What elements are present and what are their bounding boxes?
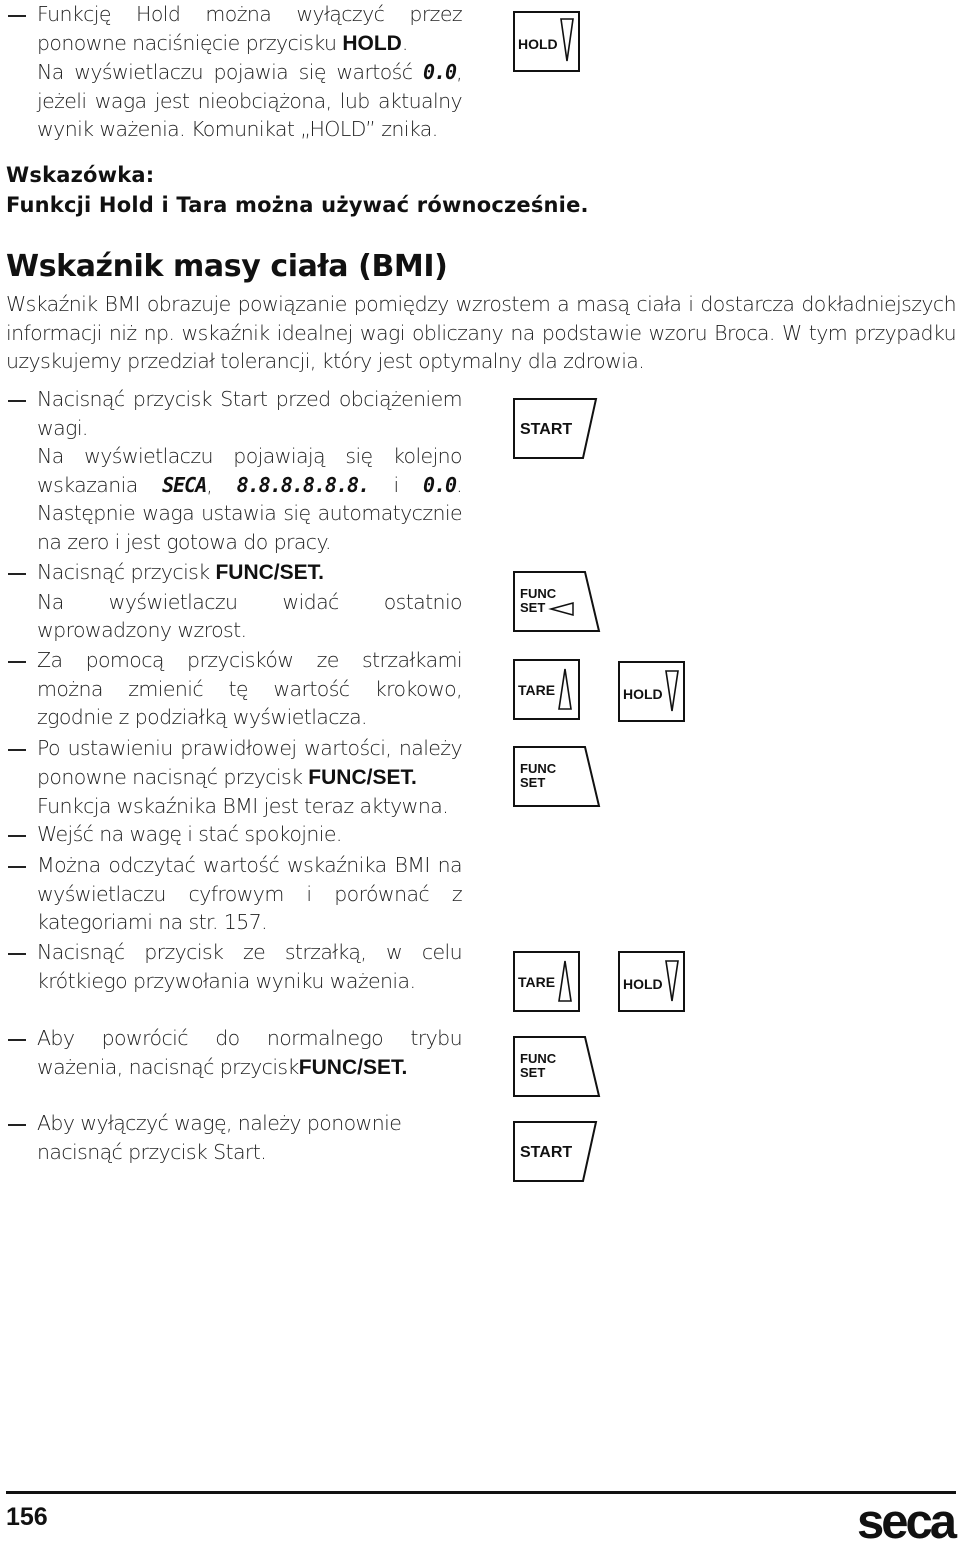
list-dash: [8, 1039, 26, 1041]
hold-button-icon: [618, 951, 686, 1013]
list-dash: [8, 749, 26, 751]
set-label: SET: [520, 775, 546, 790]
list-dash: [8, 573, 26, 575]
list-dash: [8, 835, 26, 837]
step-arrows: Za pomocą przycisków ze strzałkami można zmienić tę wartość krokowo, zgodnie z podziałką wyświetlacza.: [37, 648, 462, 729]
step-confirm: Po ustawieniu prawidłowej wartości, należy ponowne nacisnąć przycisk FUNC/SET. Funkcja wskaźnika BMI jest teraz aktywna.: [37, 736, 462, 818]
step-recall: Nacisnąć przycisk ze strzałką, w celu krótkiego przywołania wyniku ważenia.: [37, 940, 462, 993]
func-label: FUNC: [520, 761, 557, 776]
step-start: Nacisnąć przycisk Start przed obciążeniem wagi. Na wyświetlaczu pojawiają się kolejno wskazania SECA, 8.8.8.8.8.8. i 0.0. Następnie waga ustawia się automatycznie na zero i jest gotowa do pracy.: [37, 387, 462, 554]
step-return: Aby powrócić do normalnego trybu ważenia, nacisnąć przyciskFUNC/SET.: [37, 1026, 462, 1079]
list-dash: [8, 953, 26, 955]
func-set-button-icon: [513, 746, 601, 808]
tare-label: TARE: [518, 682, 556, 698]
hold-button-icon: [618, 661, 686, 723]
start-button-icon: [513, 1121, 599, 1183]
section-title: Wskaźnik masy ciała (BMI): [6, 249, 448, 284]
hold-label: HOLD: [623, 976, 663, 992]
lcd-seca: SECA: [162, 472, 207, 497]
func-set-keyword: FUNC/SET.: [215, 561, 324, 584]
brand-logo: seca: [856, 1495, 954, 1549]
start-label: START: [520, 421, 573, 438]
hold-label: HOLD: [623, 686, 663, 702]
hold-button-icon: [513, 11, 581, 73]
tare-label: TARE: [518, 974, 556, 990]
hint-title: Wskazówka:: [6, 163, 155, 187]
list-dash: [8, 866, 26, 868]
func-label: FUNC: [520, 586, 557, 601]
lcd-zero: 0.0: [422, 472, 457, 497]
set-label: SET: [520, 1065, 546, 1080]
hint-text: Funkcji Hold i Tara można używać równocześnie.: [6, 193, 589, 217]
step-read: Można odczytać wartość wskaźnika BMI na wyświetlaczu cyfrowym i porównać z kategoriami na str. 157.: [37, 853, 462, 934]
func-label: FUNC: [520, 1051, 557, 1066]
start-label: START: [520, 1144, 573, 1161]
set-label: SET: [520, 600, 546, 615]
page-number: 156: [6, 1503, 48, 1531]
footer-rule: [6, 1491, 956, 1494]
tare-button-icon: [513, 659, 581, 721]
list-dash: [8, 661, 26, 663]
hold-keyword: HOLD: [342, 31, 402, 55]
lcd-value: 0.0: [422, 60, 457, 84]
list-dash: [8, 15, 26, 17]
step-off: Aby wyłączyć wagę, należy ponownie nacisnąć przycisk Start.: [37, 1111, 402, 1164]
step-stand: Wejść na wagę i stać spokojnie.: [37, 822, 342, 846]
start-button-icon: [513, 398, 599, 460]
hold-label: HOLD: [518, 36, 558, 52]
func-set-keyword: FUNC/SET.: [308, 765, 417, 789]
list-dash: [8, 1124, 26, 1126]
list-dash: [8, 400, 26, 402]
lcd-test: 8.8.8.8.8.8.: [236, 472, 370, 497]
func-set-keyword: FUNC/SET.: [298, 1055, 408, 1079]
intro-text: Funkcję Hold można wyłączyć przez ponowne naciśnięcie przycisku: [37, 2, 462, 55]
func-set-button-icon: [513, 1036, 601, 1098]
tare-button-icon: [513, 951, 581, 1013]
section-paragraph: Wskaźnik BMI obrazuje powiązanie pomiędzy wzrostem a masą ciała i dostarcza dokładniejszych informacji niż np. wskaźnik idealnej wagi obliczany na podstawie wzoru Broca. W tym przypadku uzyskujemy przedział tolerancji, który jest optymalny dla zdrowia.: [6, 292, 956, 373]
step-func-set: Nacisnąć przycisk FUNC/SET. Na wyświetlaczu widać ostatnio wprowadzony wzrost.: [37, 560, 462, 642]
intro-paragraph: Funkcję Hold można wyłączyć przez ponowne naciśnięcie przycisku HOLD. Na wyświetlaczu pojawia się wartość 0.0, jeżeli waga jest nieobciążona, lub aktualny wynik ważenia. Komunikat „HOLD” znika.: [37, 2, 462, 141]
func-set-button-icon: [513, 571, 601, 633]
